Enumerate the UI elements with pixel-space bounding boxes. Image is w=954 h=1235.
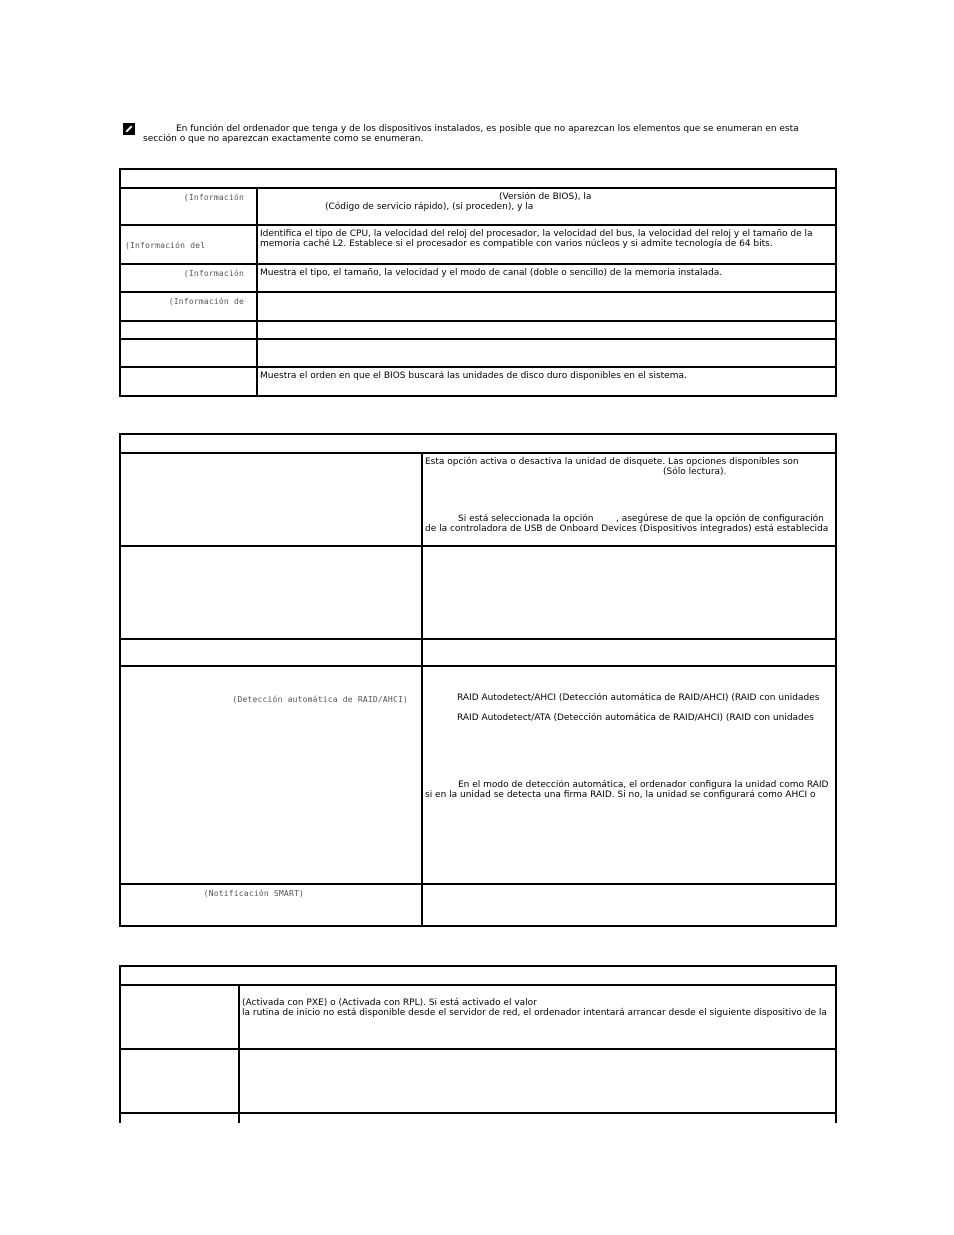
table-cell-description: Identifica el tipo de CPU, la velocidad del reloj del procesador, la velocidad del bus, la velocidad del reloj y el tamaño de la memoria caché L2. Establece si el procesador es compatible con varios núcleos y si admite tecnología de 64 bits.	[257, 225, 836, 264]
table-row	[120, 884, 836, 926]
table-cell-label	[120, 639, 422, 666]
table-row	[120, 188, 836, 225]
table-row	[120, 321, 836, 339]
table-header-cell	[120, 169, 836, 188]
table-cell-description	[257, 321, 836, 339]
table-header-row	[120, 966, 836, 985]
table-cell-description	[257, 339, 836, 367]
system-info-table	[119, 168, 837, 397]
table-cell-label	[120, 1113, 239, 1123]
drives-table	[119, 433, 837, 927]
table-cell-description	[422, 884, 836, 926]
table-row	[120, 639, 836, 666]
table-cell-label	[120, 985, 239, 1049]
table-cell-description	[257, 292, 836, 321]
table-row	[120, 1049, 836, 1113]
table-row	[120, 1113, 836, 1123]
table-cell-description: RAID Autodetect/AHCI (Detección automática de RAID/AHCI) (RAID con unidades RAID Autodetect/ATA (Detección automática de RAID/AHCI) (RAID con unidades En el modo de detección automática, el ordenador configura la unidad como RAID si en la unidad se detecta una firma RAID. Si no, la unidad se configurará como AHCI o	[422, 666, 836, 884]
table-row	[120, 225, 836, 264]
note-text-line2: sección o que no aparezcan exactamente como se enumeran.	[143, 134, 424, 144]
table-cell-description: Muestra el tipo, el tamaño, la velocidad y el modo de canal (doble o sencillo) de la memoria instalada.	[257, 264, 836, 292]
boot-table	[119, 965, 837, 1123]
table-cell-label: (Información	[120, 264, 257, 292]
table-cell-label	[120, 339, 257, 367]
table-row	[120, 985, 836, 1049]
table-cell-description	[422, 639, 836, 666]
table-header-cell	[120, 434, 836, 453]
table-cell-label: (Información de	[120, 292, 257, 321]
table-cell-description: (Activada con PXE) o (Activada con RPL). Si está activado el valor la rutina de inicio no está disponible desde el servidor de red, el ordenador intentará arrancar desde el siguiente dispositivo de la	[239, 985, 836, 1049]
table-cell-label: (Información	[120, 188, 257, 225]
table-cell-label: (Detección automática de RAID/AHCI)	[120, 666, 422, 884]
table-cell-description: (Versión de BIOS), la (Código de servicio rápido), (si proceden), y la	[257, 188, 836, 225]
table-cell-label: (Información del	[120, 225, 257, 264]
table-header-row	[120, 169, 836, 188]
table-row	[120, 264, 836, 292]
table-cell-description: Esta opción activa o desactiva la unidad de disquete. Las opciones disponibles son (Sólo lectura). Si está seleccionada la opción , asegúrese de que la opción de configuración de la controladora de USB de Onboard Devices (Dispositivos integrados) está establecida	[422, 453, 836, 546]
table-row	[120, 339, 836, 367]
table-cell-description	[422, 546, 836, 639]
table-cell-label	[120, 546, 422, 639]
table-row	[120, 453, 836, 546]
note-pencil-icon	[123, 123, 135, 135]
table-cell-label: (Notificación SMART)	[120, 884, 422, 926]
table-cell-label	[120, 321, 257, 339]
table-row	[120, 546, 836, 639]
table-cell-label	[120, 367, 257, 396]
table-cell-description	[239, 1049, 836, 1113]
table-cell-description	[239, 1113, 836, 1123]
table-header-row	[120, 434, 836, 453]
note-text-line1: En función del ordenador que tenga y de los dispositivos instalados, es posible que no aparezcan los elementos que se enumeran en esta	[176, 124, 799, 134]
table-row	[120, 367, 836, 396]
table-cell-label	[120, 1049, 239, 1113]
table-row	[120, 292, 836, 321]
table-header-cell	[120, 966, 836, 985]
table-row	[120, 666, 836, 884]
table-cell-label	[120, 453, 422, 546]
table-cell-description: Muestra el orden en que el BIOS buscará las unidades de disco duro disponibles en el sistema.	[257, 367, 836, 396]
